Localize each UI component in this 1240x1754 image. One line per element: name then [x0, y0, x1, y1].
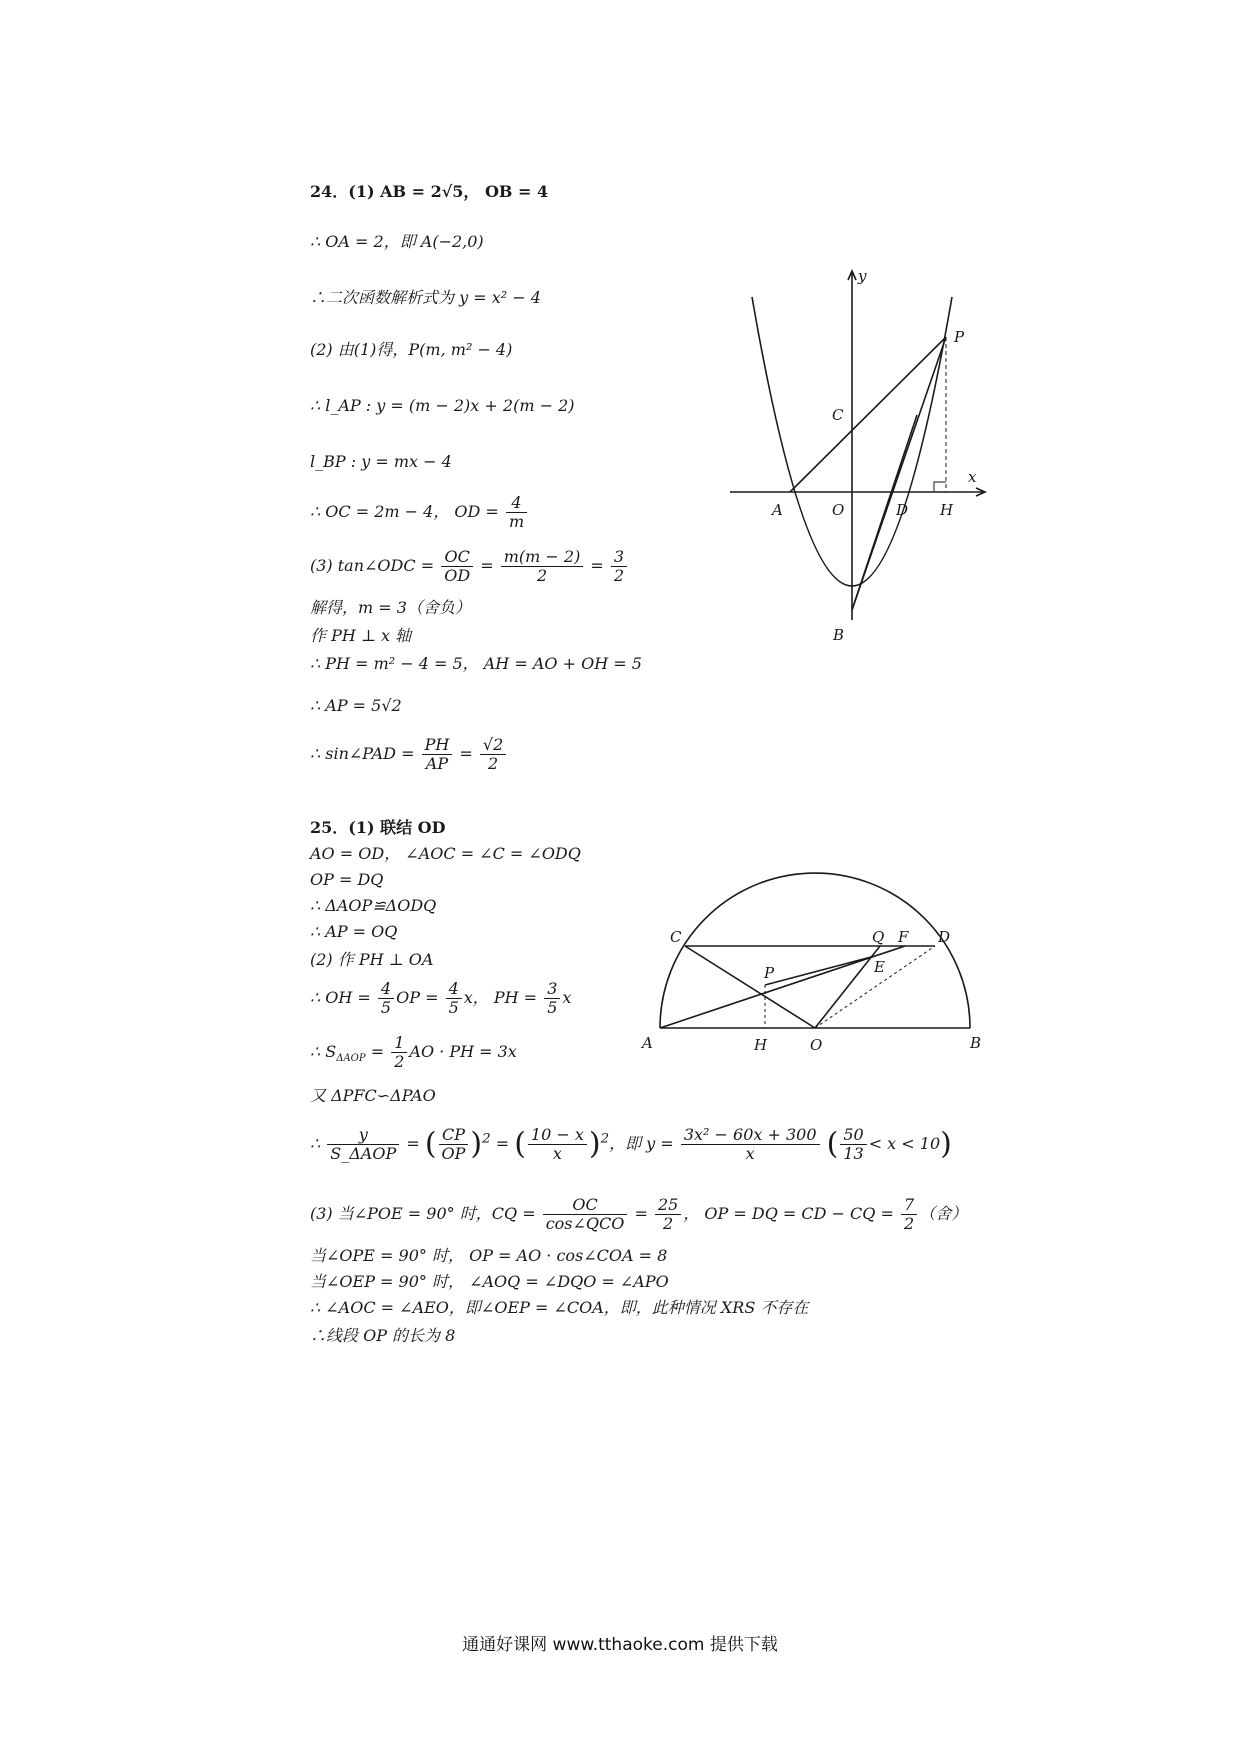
q25-line-10: ∴ $\frac{y}{\text{S\_ΔAOP}}$ = ( $\frac{CP}{OP}$ )$^2$ = ( $\frac{10 - x}{x}$ )$^2$，即 y = $\frac{\text{3x² − 60x + 300}}{x}$ ( $\frac{50}{13}$ < x < 10)	[310, 1125, 952, 1163]
q24-line-6: l_BP : y = mx − 4	[310, 452, 452, 471]
label-C: C	[670, 928, 682, 946]
q25-line-11: (3) 当∠POE = 90° 时，CQ = $\frac{OC}{\text{cos∠QCO}}$ = $\frac{25}{2}$ ， OP = DQ = CD − CQ = $\frac{7}{2}$ （舍）	[310, 1195, 968, 1233]
label-A: A	[772, 501, 783, 519]
q24-line-13: ∴ sin∠PAD = $\frac{PH}{AP}$ = $\frac{√2}{2}$	[310, 736, 508, 773]
q25-line-6: (2) 作 PH ⊥ OA	[310, 950, 434, 969]
q25-line-9: 又 ΔPFC∽ΔPAO	[310, 1086, 436, 1105]
label-B: B	[833, 626, 845, 644]
label-H: H	[754, 1036, 768, 1054]
label-P: P	[764, 964, 775, 982]
q25-line-12: 当∠OPE = 90° 时， OP = AO · cos∠COA = 8	[310, 1246, 668, 1265]
label-D: D	[938, 928, 951, 946]
q25-line-2: AO = OD， ∠AOC = ∠C = ∠ODQ	[310, 844, 581, 863]
label-D: D	[896, 501, 909, 519]
q24-line-9: 解得，m = 3（舍负）	[310, 598, 471, 617]
q25-line-13: 当∠OEP = 90° 时， ∠AOQ = ∠DQO = ∠APO	[310, 1272, 669, 1291]
q25-line-1: 25．(1) 联结 OD	[310, 818, 446, 837]
q24-line-5: ∴ l_AP : y = (m − 2)x + 2(m − 2)	[310, 396, 575, 415]
q24-line-7	[310, 494, 529, 531]
q25-line-4: ∴ ΔAOP≌ΔODQ	[310, 896, 437, 915]
q24-line-8: (3) tan∠ODC = $\frac{OC}{OD}$ = $\frac{m(m - 2)}{2}$ = $\frac{3}{2}$	[310, 548, 629, 585]
semicircle-arc	[660, 873, 970, 1028]
q24-line-1: 24．(1) AB = 2√5， OB = 4	[310, 182, 549, 201]
q24-line-10: 作 PH ⊥ x 轴	[310, 626, 412, 645]
label-P: P	[954, 328, 965, 346]
right-angle-mark	[934, 482, 946, 492]
parabola-figure	[720, 265, 1000, 655]
label-Q: Q	[872, 928, 885, 946]
footer-credit: 通通好课网 www.tthaoke.com 提供下载	[462, 1635, 778, 1655]
q24-line-11: ∴ PH = m² − 4 = 5， AH = AO + OH = 5	[310, 654, 642, 673]
label-x: x	[968, 468, 977, 486]
label-A: A	[642, 1034, 653, 1052]
label-O: O	[810, 1036, 823, 1054]
segment-PE	[765, 957, 871, 985]
q24-line-12: ∴ AP = 5√2	[310, 696, 402, 715]
q24-frac-4-over-m: $\frac{4}{m}$	[506, 494, 527, 531]
segment-CO	[685, 946, 815, 1028]
q25-line-5: ∴ AP = OQ	[310, 922, 398, 941]
label-y: y	[858, 267, 867, 285]
q25-line-15: ∴线段 OP 的长为 8	[310, 1326, 456, 1345]
label-O: O	[832, 501, 845, 519]
segment-OQ	[815, 946, 880, 1028]
label-E: E	[874, 958, 885, 976]
q25-line-14: ∴ ∠AOC = ∠AEO，即∠OEP = ∠COA，即，此种情况 XRS 不存在	[310, 1298, 809, 1317]
q24-line-7-text: ∴ OC = 2m − 4， OD =	[310, 502, 499, 521]
label-F: F	[898, 928, 909, 946]
q24-line-3: ∴二次函数解析式为 y = x² − 4	[310, 288, 541, 307]
q25-line-7: ∴ OH = $\frac{4}{5}$ OP = $\frac{4}{5}$ x， PH = $\frac{3}{5}$ x	[310, 979, 572, 1017]
q24-line-4: (2) 由(1)得，P(m, m² − 4)	[310, 340, 513, 359]
label-B: B	[970, 1034, 982, 1052]
label-C: C	[832, 406, 844, 424]
label-H: H	[940, 501, 954, 519]
segment-AP	[790, 337, 946, 492]
q25-line-8: ∴ $S_{\Delta AOP}$ = $\frac{1}{2}$ AO · PH = 3x	[310, 1033, 517, 1071]
q25-line-3: OP = DQ	[310, 870, 384, 889]
q24-line-2: ∴ OA = 2，即 A(−2,0)	[310, 232, 484, 251]
semicircle-figure	[630, 860, 1000, 1060]
